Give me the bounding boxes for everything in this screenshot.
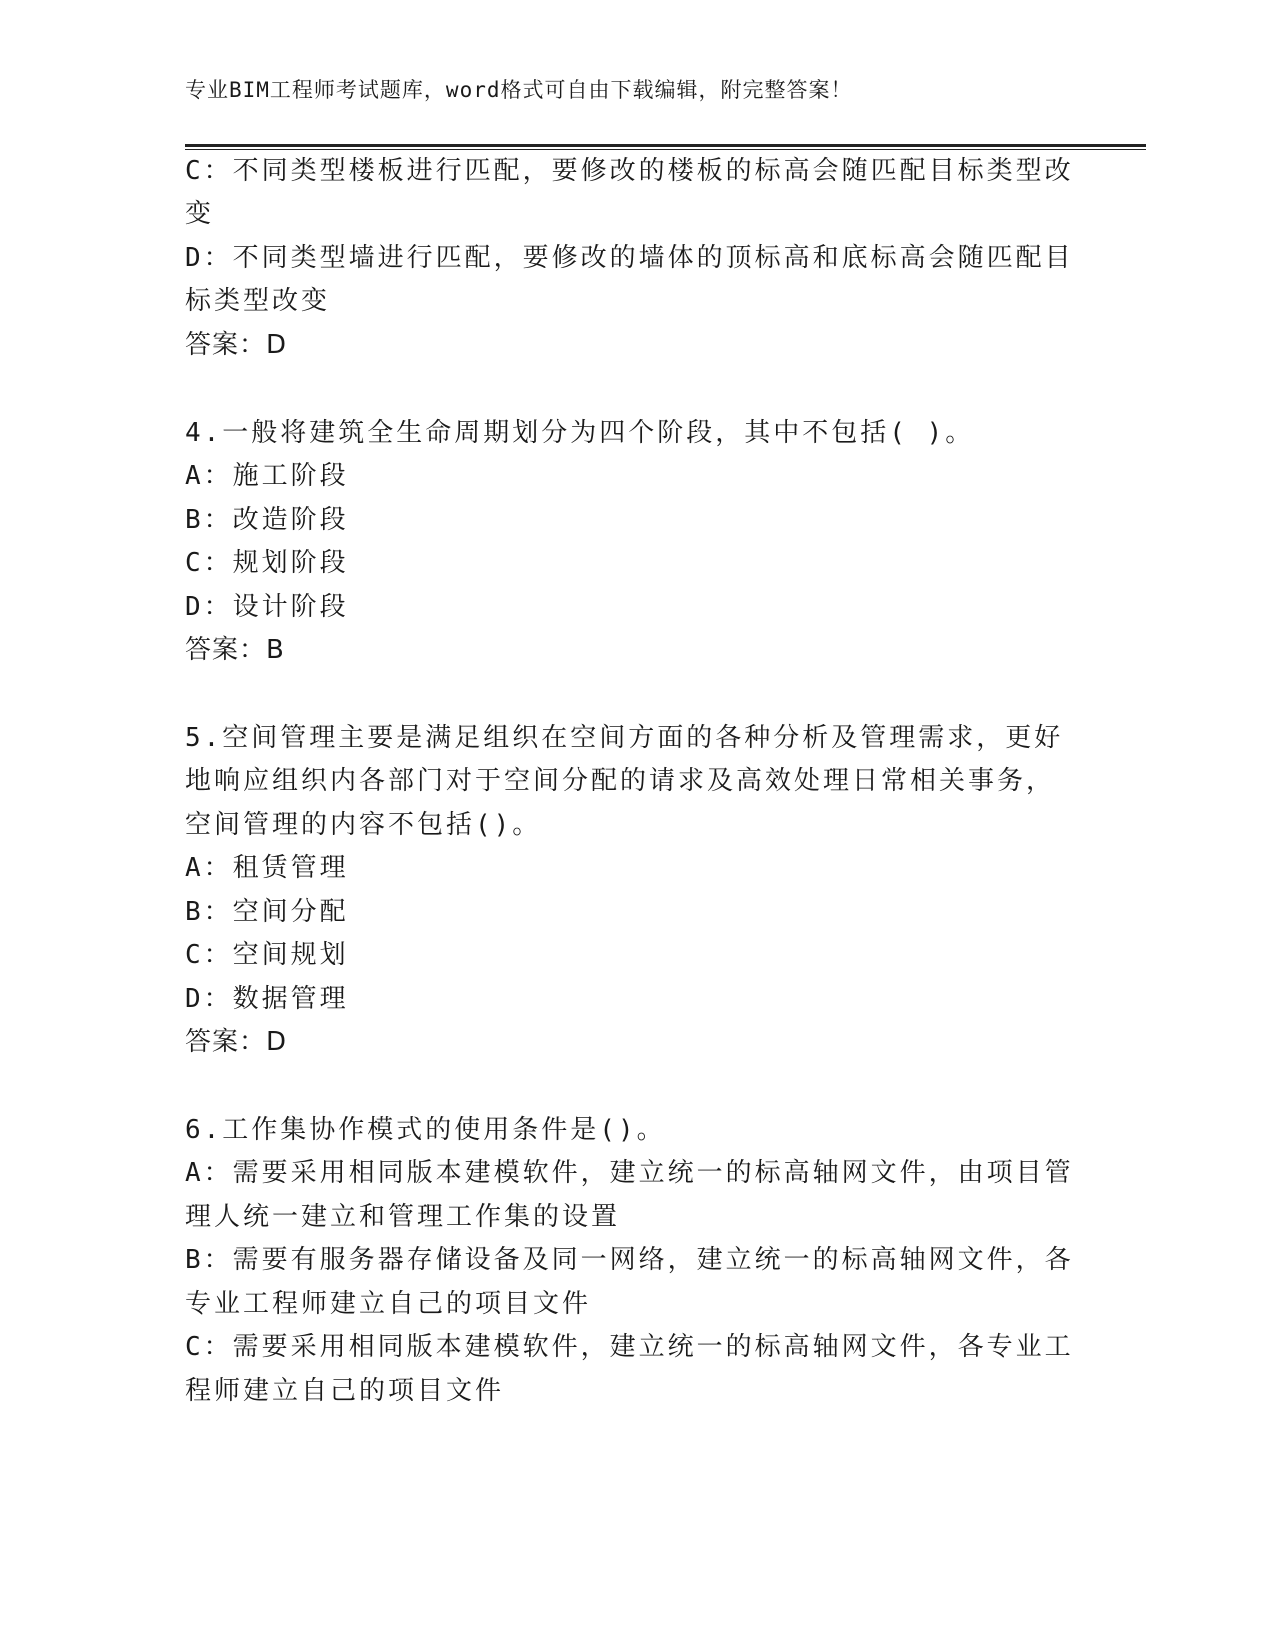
q6-option-a-line-2: 理人统一建立和管理工作集的设置 — [185, 1202, 621, 1232]
q4-option-d: D：设计阶段 — [185, 592, 349, 622]
q5-option-b: B：空间分配 — [185, 897, 349, 927]
q4-option-c: C：规划阶段 — [185, 548, 349, 578]
q4-option-a: A：施工阶段 — [185, 461, 349, 491]
q5-stem-line-3: 空间管理的内容不包括()。 — [185, 810, 542, 840]
q6-option-b-line-1: B：需要有服务器存储设备及同一网络，建立统一的标高轴网文件，各 — [185, 1245, 1074, 1275]
q4-option-b: B：改造阶段 — [185, 505, 349, 535]
page-header: 专业BIM工程师考试题库，word格式可自由下载编辑，附完整答案！ — [185, 78, 853, 102]
q6-stem: 6.工作集协作模式的使用条件是()。 — [185, 1115, 666, 1145]
q3-option-c-line-2: 变 — [185, 199, 215, 229]
q5-option-d: D：数据管理 — [185, 984, 349, 1014]
header-divider — [185, 144, 1146, 150]
q5-stem-line-1: 5.空间管理主要是满足组织在空间方面的各种分析及管理需求，更好 — [185, 723, 1064, 753]
q5-option-a: A：租赁管理 — [185, 853, 349, 883]
q5-option-c: C：空间规划 — [185, 940, 349, 970]
q5-stem-line-2: 地响应组织内各部门对于空间分配的请求及高效处理日常相关事务， — [185, 766, 1056, 796]
q3-option-d-line-2: 标类型改变 — [185, 286, 331, 316]
q3-option-d-line-1: D：不同类型墙进行匹配，要修改的墙体的顶标高和底标高会随匹配目 — [185, 243, 1074, 273]
q3-option-c-line-1: C：不同类型楼板进行匹配，要修改的楼板的标高会随匹配目标类型改 — [185, 156, 1074, 186]
q6-option-b-line-2: 专业工程师建立自己的项目文件 — [185, 1289, 592, 1319]
q6-option-a-line-1: A：需要采用相同版本建模软件，建立统一的标高轴网文件，由项目管 — [185, 1158, 1074, 1188]
q6-option-c-line-1: C：需要采用相同版本建模软件，建立统一的标高轴网文件，各专业工 — [185, 1332, 1074, 1362]
q3-answer: 答案：D — [185, 330, 288, 360]
q4-stem: 4.一般将建筑全生命周期划分为四个阶段，其中不包括( )。 — [185, 418, 975, 448]
q4-answer: 答案：B — [185, 635, 285, 665]
q5-answer: 答案：D — [185, 1027, 288, 1057]
q6-option-c-line-2: 程师建立自己的项目文件 — [185, 1376, 505, 1406]
